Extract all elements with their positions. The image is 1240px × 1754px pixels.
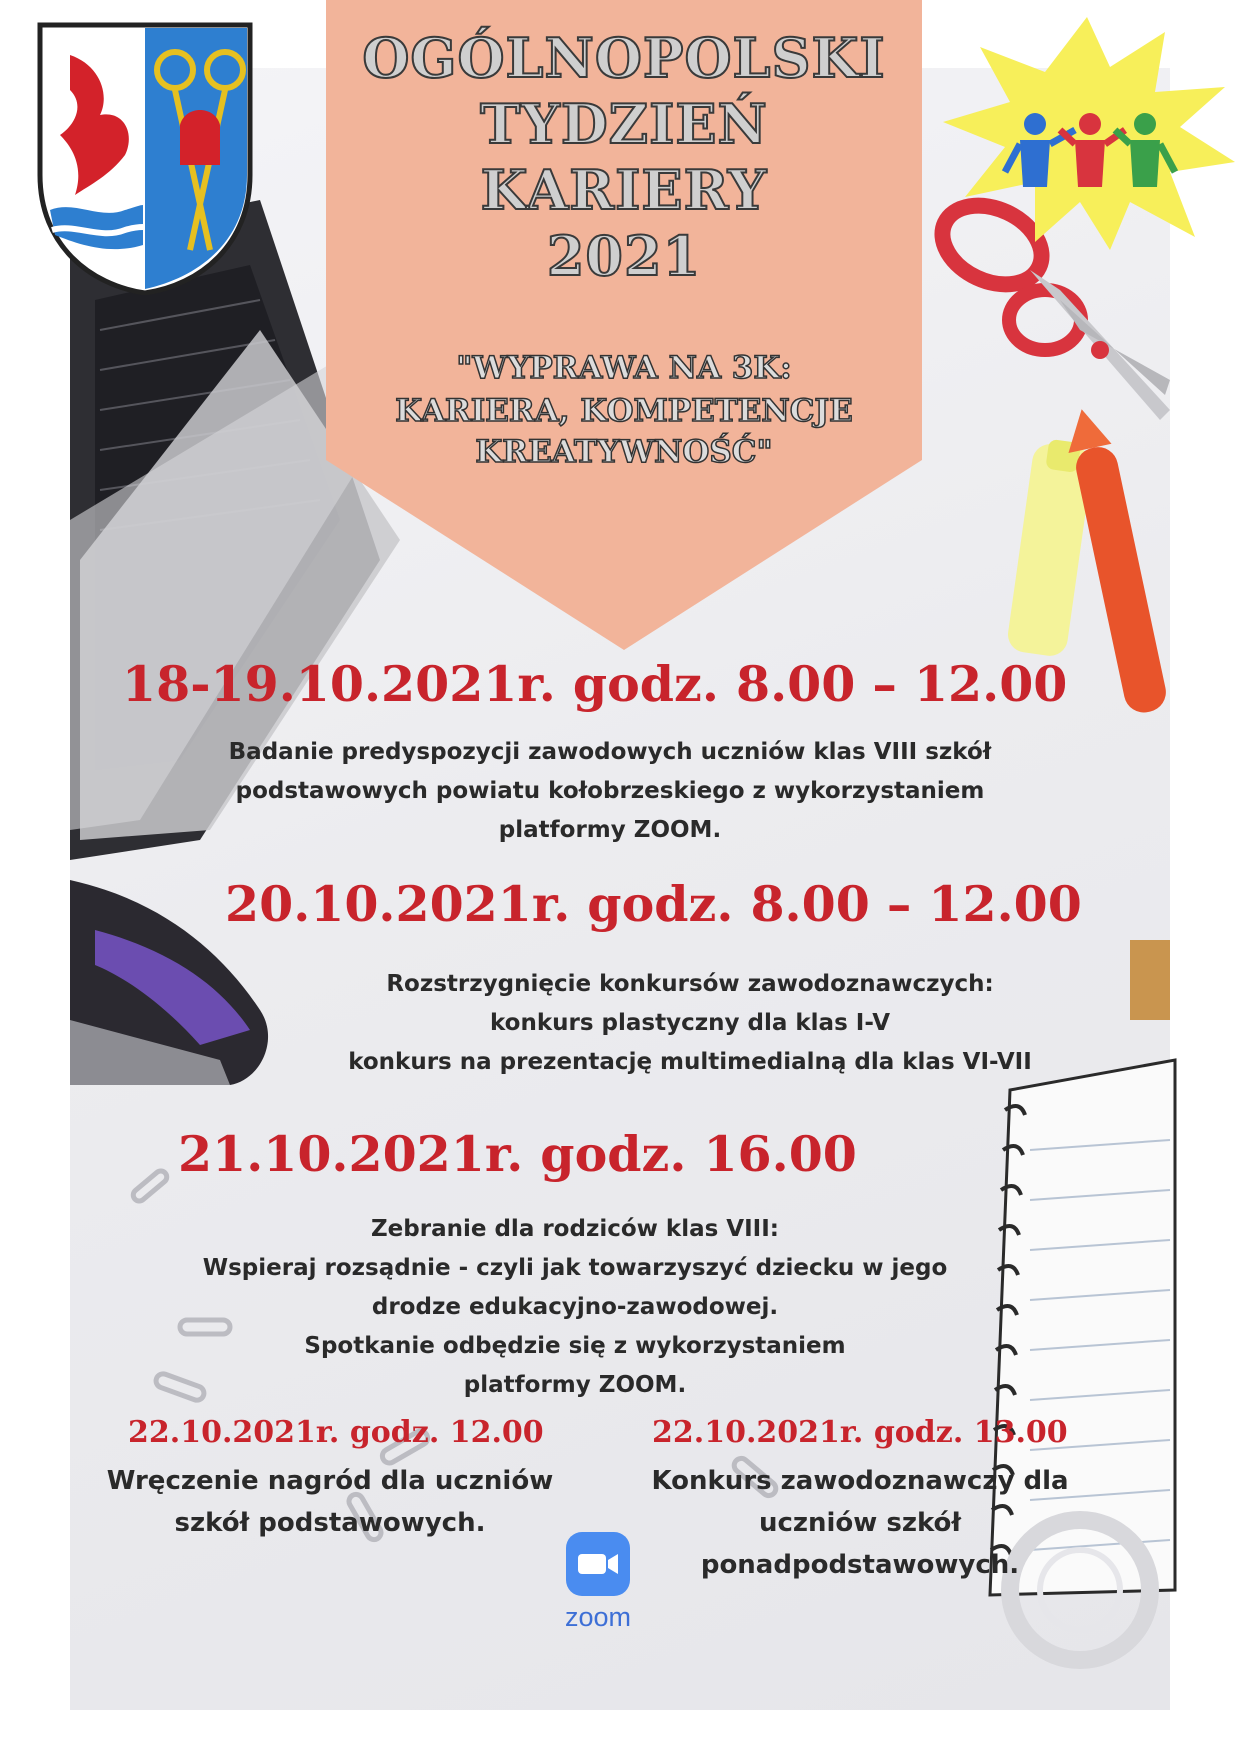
event-4-line-1: Wręczenie nagród dla uczniów xyxy=(106,1466,554,1496)
event-1-line-1: Badanie predyspozycji zawodowych uczniów klas VIII szkół xyxy=(228,739,992,765)
title-line-1: OGÓLNOPOLSKI xyxy=(362,26,886,90)
motto-line-3: KREATYWNOŚĆ" xyxy=(475,434,773,470)
event-2-line-2: konkurs plastyczny dla klas I-V xyxy=(489,1010,890,1036)
people-figures xyxy=(1005,113,1175,187)
coat-of-arms-icon xyxy=(30,15,260,295)
event-5-date: 22.10.2021r. godz. 13.00 xyxy=(652,1415,1068,1450)
event-1-description xyxy=(160,733,1060,850)
sun-people-logo-icon xyxy=(935,12,1240,252)
title-line-4: 2021 xyxy=(546,224,702,288)
zoom-label: zoom xyxy=(564,1602,632,1632)
event-1-line-2: podstawowych powiatu kołobrzeskiego z wykorzystaniem xyxy=(235,778,985,804)
title-line-3: KARIERY xyxy=(480,158,768,222)
motto-line-2: KARIERA, KOMPETENCJE xyxy=(395,393,853,429)
event-3-line-3: drodze edukacyjno-zawodowej. xyxy=(371,1294,779,1320)
event-3-line-2: Wspieraj rozsądnie - czyli jak towarzyszyć dziecku w jego xyxy=(202,1255,948,1281)
event-2-line-1: Rozstrzygnięcie konkursów zawodoznawczych: xyxy=(386,971,994,997)
event-5-description xyxy=(620,1460,1100,1586)
small-box-illustration xyxy=(1130,940,1170,1020)
event-4-date: 22.10.2021r. godz. 12.00 xyxy=(128,1415,544,1450)
event-3-description xyxy=(140,1210,1010,1405)
event-3-line-5: platformy ZOOM. xyxy=(463,1372,687,1398)
event-4-description xyxy=(80,1460,580,1544)
event-2-line-3: konkurs na prezentację multimedialną dla klas VI-VII xyxy=(348,1049,1032,1075)
event-2-description xyxy=(300,965,1080,1082)
event-2-date: 20.10.2021r. godz. 8.00 – 12.00 xyxy=(225,875,1082,933)
title-line-2: TYDZIEŃ xyxy=(480,92,768,156)
motto-line-1: "WYPRAWA NA 3K: xyxy=(456,350,792,386)
zoom-logo-icon xyxy=(566,1532,630,1596)
event-5-line-3: ponadpodstawowych. xyxy=(700,1550,1020,1580)
event-3-line-4: Spotkanie odbędzie się z wykorzystaniem xyxy=(304,1333,846,1359)
event-1-date: 18-19.10.2021r. godz. 8.00 – 12.00 xyxy=(122,655,1068,713)
event-4-line-2: szkół podstawowych. xyxy=(174,1508,486,1538)
event-5-line-1: Konkurs zawodoznawczy dla xyxy=(651,1466,1069,1496)
event-3-date: 21.10.2021r. godz. 16.00 xyxy=(178,1125,857,1183)
event-1-line-3: platformy ZOOM. xyxy=(498,817,722,843)
event-5-line-2: uczniów szkół xyxy=(758,1508,962,1538)
event-3-line-1: Zebranie dla rodziców klas VIII: xyxy=(371,1216,779,1242)
